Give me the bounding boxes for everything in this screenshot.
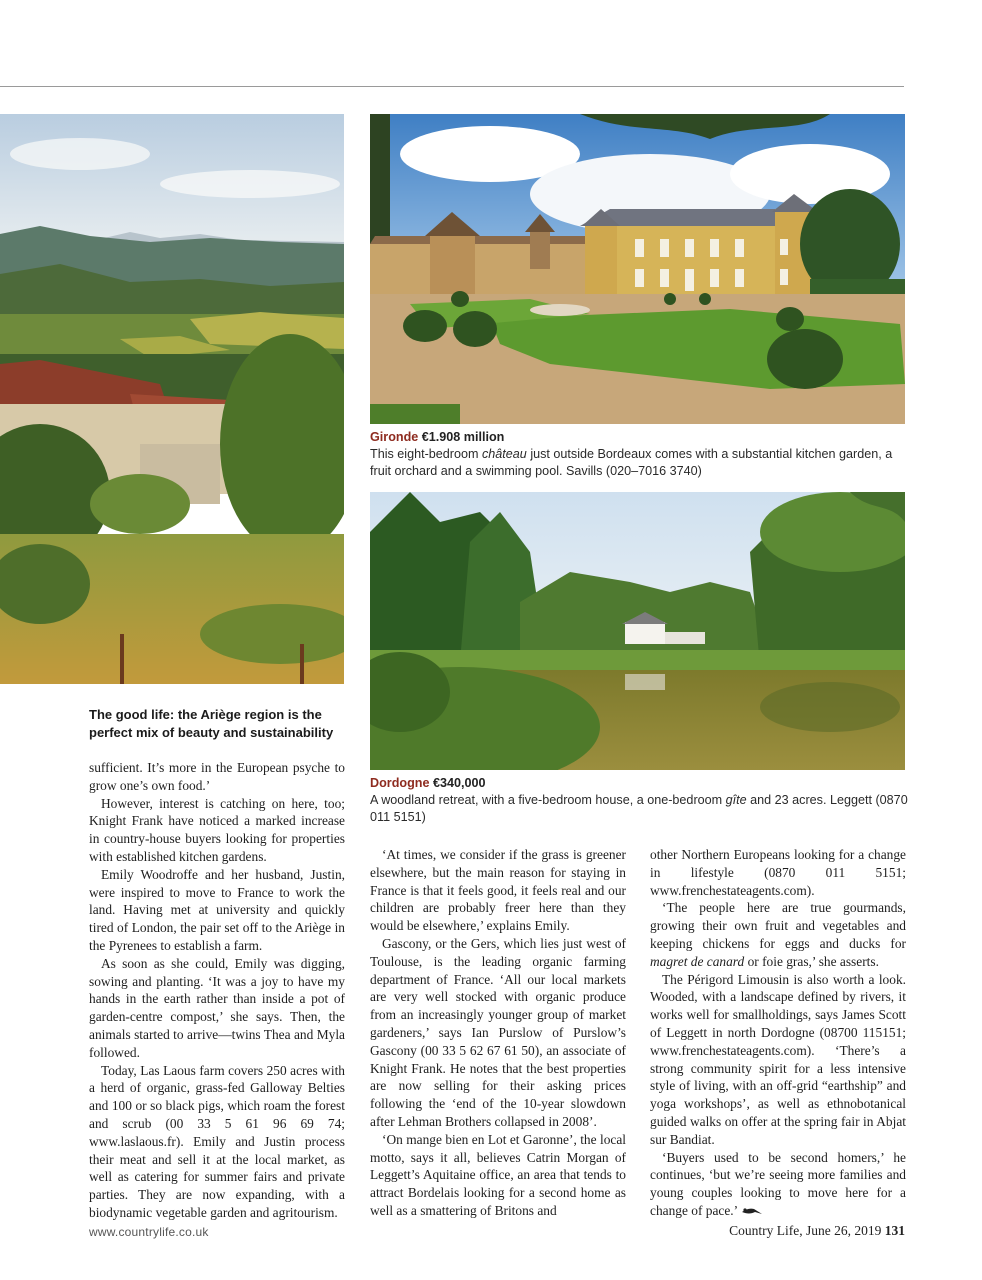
article-column-3 bbox=[650, 846, 906, 1220]
paragraph-text: ‘Buyers used to be second homers,’ he continues, ‘but we’re seeing more families and young couples looking to move here for a change of pace.’ bbox=[650, 1149, 906, 1218]
paragraph: As soon as she could, Emily was digging, sowing and planting. ‘It was a joy to have my hands in the earth rather than inside a pot of garden-centre compost,’ she says. Then, the animals started to arrive—twins Thea and Myla followed. bbox=[89, 955, 345, 1060]
gironde-caption-text-2: just outside Bordeaux comes with a substantial kitchen garden, a fruit orchard and a swimming pool. Savills (020–7016 3740) bbox=[370, 447, 893, 478]
gironde-caption-italic: château bbox=[482, 447, 527, 461]
dordogne-caption-italic: gîte bbox=[725, 793, 747, 807]
paragraph: sufficient. It’s more in the European psyche to grow one’s own food.’ bbox=[89, 760, 345, 793]
paragraph bbox=[650, 1149, 906, 1220]
gironde-chateau-photo bbox=[370, 114, 905, 424]
paragraph: The Périgord Limousin is also worth a look. Wooded, with a landscape defined by rivers, it works well for smallholdings, says James Scott of Leggett in north Dordogne (08700 115151; www.frenchestateagents.com). ‘There’s a strong community spirit for a less intensive style of living, with an off-grid “earthship” and yoga workshops’, as well as ethnobotanical guided walks on offer at the spring fair in Abjat sur Bandiat. bbox=[650, 971, 906, 1147]
paragraph: However, interest is catching on here, too; Knight Frank have noticed a marked increase in country-house buyers looking for properties with established kitchen gardens. bbox=[89, 795, 345, 864]
dordogne-caption-text-2: and 23 acres. Leggett (0870 011 5151) bbox=[370, 793, 908, 824]
footer-issue bbox=[729, 1223, 905, 1239]
paragraph-text-2: or foie gras,’ she asserts. bbox=[744, 953, 879, 969]
paragraph bbox=[650, 899, 906, 970]
pheasant-endmark-icon bbox=[741, 1206, 763, 1216]
page-number: 131 bbox=[884, 1223, 905, 1238]
gironde-caption-text: This eight-bedroom bbox=[370, 447, 482, 461]
dordogne-caption-text: A woodland retreat, with a five-bedroom house, a one-bedroom bbox=[370, 793, 726, 807]
paragraph: Gascony, or the Gers, which lies just west of Toulouse, is the leading organic farming department of France. ‘All our local markets are very well stocked with organic produce from an increasingly younger group of market gardeners,’ says Ian Purslow of Purslow’s Gascony (00 33 5 62 67 61 50), an associate of Knight Frank. He notes that the best properties are now selling for their asking prices following the ‘end of the 10-year slowdown after Lehman Brothers collapsed in 2008’. bbox=[370, 935, 626, 1129]
paragraph: ‘At times, we consider if the grass is greener elsewhere, but the main reason for staying in France is that it feels good, it feels real and our children are probably freer here than they would be elsewhere,’ explains Emily. bbox=[370, 847, 626, 934]
dordogne-price: €340,000 bbox=[432, 776, 486, 790]
paragraph: ‘On mange bien en Lot et Garonne’, the local motto, says it all, believes Catrin Morgan of Leggett’s Aquitaine office, an area that tends to attract Bordelais looking for a second home as well as a smattering of Britons and bbox=[370, 1131, 626, 1218]
dordogne-caption bbox=[370, 775, 910, 826]
gironde-place: Gironde bbox=[370, 430, 419, 444]
paragraph: Today, Las Laous farm covers 250 acres with a herd of organic, grass-fed Galloway Belties and 100 or so black pigs, which roam the forest and scrub (00 33 5 61 96 69 74; www.laslaous.fr). Emily and Justin process their meat and sell it at the local market, as well as catering for summer fairs and private parties. They are now expanding, with a biodynamic vegetable garden and agritourism. bbox=[89, 1062, 345, 1220]
footer-url: www.countrylife.co.uk bbox=[89, 1225, 209, 1239]
footer-issue-text: Country Life, June 26, 2019 bbox=[729, 1223, 882, 1238]
dordogne-house-photo bbox=[370, 492, 905, 770]
gironde-caption bbox=[370, 429, 910, 480]
article-column-1 bbox=[89, 759, 345, 1222]
paragraph-italic: magret de canard bbox=[650, 953, 745, 969]
gironde-price: €1.908 million bbox=[421, 430, 505, 444]
paragraph: Emily Woodroffe and her husband, Justin, were inspired to move to France to work the land. Having met at university and quickly tired of London, the pair set off to the Ariège in the Pyrenees to establish a farm. bbox=[89, 866, 345, 953]
paragraph: other Northern Europeans looking for a change in lifestyle (0870 011 5151; www.frenchestateagents.com). bbox=[650, 847, 906, 898]
ariege-caption: The good life: the Ariège region is the perfect mix of beauty and sustainability bbox=[89, 707, 334, 740]
paragraph-text: ‘The people here are true gourmands, growing their own fruit and vegetables and keeping chickens for eggs and ducks for bbox=[650, 900, 906, 951]
ariege-landscape-photo bbox=[0, 114, 344, 684]
top-rule bbox=[0, 86, 904, 87]
dordogne-place: Dordogne bbox=[370, 776, 430, 790]
article-column-2 bbox=[370, 846, 626, 1220]
